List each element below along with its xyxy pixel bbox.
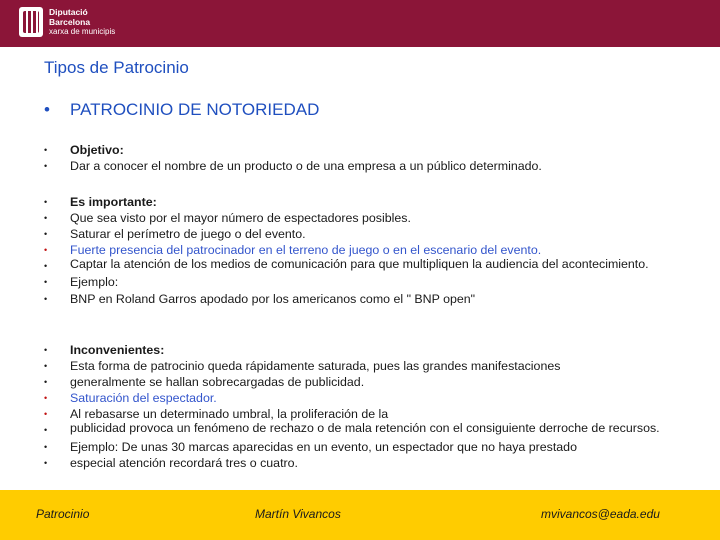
drawbacks-block [44, 342, 670, 471]
logo-line-2: Barcelona [49, 17, 91, 27]
list-item-text: especial atención recordará tres o cuatro. [70, 455, 298, 470]
bullet: • [44, 425, 48, 436]
bullet: • [44, 393, 48, 404]
slide-title: Tipos de Patrocinio [44, 58, 189, 77]
section-heading-text: PATROCINIO DE NOTORIEDAD [70, 100, 320, 119]
list-item [44, 258, 670, 274]
importance-heading: Es importante: [70, 195, 157, 209]
bullet: • [44, 457, 48, 468]
list-item-text: Ejemplo: De unas 30 marcas aparecidas en un evento, un espectador que no haya prestado [70, 439, 577, 454]
diputacio-logo [19, 7, 115, 37]
list-item-text: Ejemplo: [70, 275, 119, 290]
bullet: • [44, 409, 48, 420]
list-item [44, 374, 670, 390]
list-item-text: Saturación del espectador. [70, 391, 217, 406]
list-item-text: generalmente se hallan sobrecargadas de publicidad. [70, 375, 365, 390]
header-bar [0, 0, 720, 47]
bullet: • [44, 345, 48, 355]
bullet: • [44, 277, 48, 288]
logo-line-1: Diputació [49, 7, 88, 17]
bullet: • [44, 441, 48, 452]
list-item-text: BNP en Roland Garros apodado por los americanos como el " BNP open" [70, 291, 476, 306]
list-item [44, 455, 670, 471]
drawbacks-heading: Inconvenientes: [70, 343, 165, 357]
list-item [44, 142, 670, 158]
list-item [44, 439, 670, 455]
logo-line-3: xarxa de municipis [49, 27, 116, 36]
list-item-highlighted [44, 390, 670, 406]
list-item-highlighted [44, 242, 670, 258]
footer-email: mvivancos@eada.edu [541, 507, 660, 521]
list-item [44, 358, 670, 374]
footer-bar [0, 490, 720, 540]
list-item [44, 210, 670, 226]
bullet: • [44, 361, 48, 372]
list-item [44, 342, 670, 358]
diputacio-emblem-icon [19, 7, 43, 37]
list-item [44, 274, 670, 290]
bullet: • [44, 161, 48, 172]
bullet: • [44, 145, 48, 155]
importance-block [44, 194, 670, 307]
logo-text [49, 7, 115, 37]
list-item-text: Dar a conocer el nombre de un producto o de una empresa a un público determinado. [70, 159, 542, 174]
list-item-text: Esta forma de patrocinio queda rápidamente saturada, pues las grandes manifestaciones [70, 359, 561, 374]
section-bullet: • [44, 100, 50, 119]
bullet: • [44, 377, 48, 388]
objective-heading: Objetivo: [70, 143, 124, 157]
bullet: • [44, 229, 48, 240]
footer-author: Martín Vivancos [255, 507, 341, 521]
list-item-text: Al rebasarse un determinado umbral, la proliferación de la [70, 407, 389, 422]
list-item [44, 291, 670, 307]
list-item [44, 226, 670, 242]
objective-block [44, 142, 670, 174]
bullet: • [44, 245, 48, 256]
bullet: • [44, 213, 48, 224]
list-item [44, 422, 670, 438]
bullet: • [44, 293, 48, 304]
bullet: • [44, 261, 48, 272]
list-item-text: Saturar el perímetro de juego o del evento. [70, 227, 306, 242]
list-item-text: Que sea visto por el mayor número de espectadores posibles. [70, 211, 411, 226]
list-item-text: Captar la atención de los medios de comunicación para que multipliquen la audiencia del acontecimiento. [70, 257, 649, 272]
section-heading [44, 100, 319, 120]
list-item [44, 158, 670, 174]
footer-topic: Patrocinio [36, 507, 90, 521]
list-item-text: Fuerte presencia del patrocinador en el terreno de juego o en el escenario del evento. [70, 243, 542, 258]
list-item [44, 194, 670, 210]
list-item-text: publicidad provoca un fenómeno de rechazo o de mala retención con el consiguiente derroche de recursos. [70, 421, 660, 436]
list-item [44, 406, 670, 422]
bullet: • [44, 197, 48, 207]
